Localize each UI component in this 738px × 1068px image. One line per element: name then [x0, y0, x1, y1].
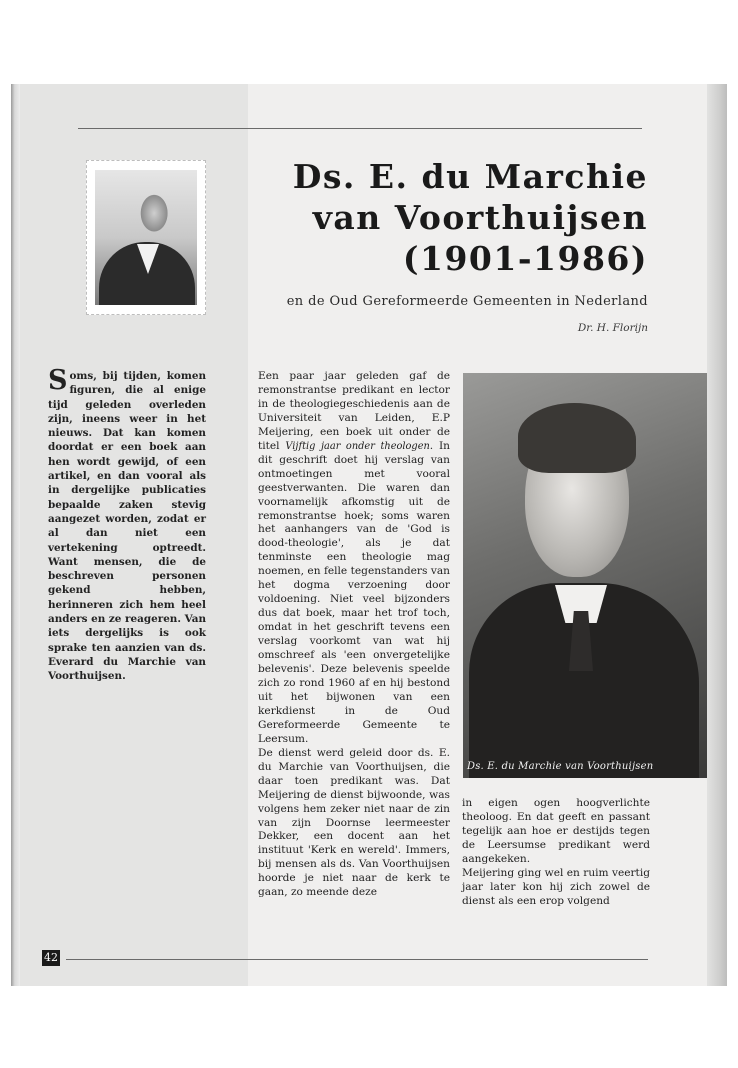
page-spine: [11, 84, 20, 986]
book-title: Vijftig jaar onder theologen: [285, 440, 430, 452]
body-column-1: [258, 370, 450, 900]
page-edge: [707, 84, 727, 986]
body-paragraph: De dienst werd geleid door ds. E. du Marchie van Voorthuijsen, die daar toen predikant was. Dat Meijering de dienst bijwoonde, was volgens hem zeker niet naar de zin van zijn Doornse leermeester Dekker, een docent aan het instituut 'Kerk en wereld'. Immers, bij mensen als ds. Van Voorthuijsen hoorde je niet naar de kerk te gaan, zo meende deze: [258, 746, 450, 899]
small-portrait-photo: [86, 160, 206, 315]
body-paragraph: Meijering ging wel en ruim veertig jaar later kon hij zich zowel de dienst als een erop volgend: [462, 866, 650, 907]
article-subtitle: en de Oud Gereformeerde Gemeenten in Nederland: [286, 294, 648, 309]
photo-caption: Ds. E. du Marchie van Voorthuijsen: [467, 761, 654, 772]
drop-cap: S: [48, 365, 68, 396]
top-rule: [78, 128, 642, 129]
intro-text: oms, bij tijden, komen figuren, die al enige tijd geleden overleden zijn, ineens weer in het nieuws. Dat kan komen doordat er een boek aan hen wordt gewijd, of een artikel, en dan vooral als in dergelijke publicaties bepaalde zaken stevig aangezet worden, zodat er al dan niet een vertekening optreedt. Want mensen, die de beschreven personen gekend hebben, herinneren zich hem heel anders en ze reageren. Van iets dergelijks is ook sprake ten aanzien van ds. Everard du Marchie van Voorthuijsen.: [48, 370, 206, 683]
bottom-rule: [66, 959, 648, 960]
title-line-2: van Voorthuijsen: [312, 198, 648, 237]
article-author: Dr. H. Florijn: [577, 322, 648, 334]
body-column-2: [462, 797, 650, 909]
body-paragraph: in eigen ogen hoogverlichte theoloog. En dat geeft en passant tegelijk aan hoe er destijds tegen de Leersumse predikant werd aangekeken.: [462, 797, 650, 865]
article-title: [228, 156, 648, 279]
body-paragraph: Een paar jaar geleden gaf de remonstrantse predikant en lector in de theologiegeschiedenis aan de Universiteit van Leiden, E.P Meijering, een boek uit onder de titel Vijftig jaar onder theologen. In dit geschrift doet hij verslag van ontmoetingen met vooral geestverwanten. Die waren dan voornamelijk afkomstig uit de remonstrantse hoek; soms waren het aanhangers van de 'God is dood-theologie', als je dat tenminste een theologie mag noemen, en felle tegenstanders van het dogma verzoening door voldoening. Niet veel bijzonders dus dat boek, maar het trof toch, omdat in het geschrift tevens een verslag voorkomt van wat hij omschreef als 'een onvergetelijke belevenis'. Deze belevenis speelde zich zo rond 1960 af en hij bestond uit het bijwonen van een kerkdienst in de Oud Gereformeerde Gemeente te Leersum.: [258, 370, 450, 745]
title-line-1: Ds. E. du Marchie: [292, 157, 648, 196]
main-portrait-photo: [463, 373, 707, 778]
portrait-image: [95, 170, 197, 305]
title-line-3: (1901-1986): [402, 239, 648, 278]
page-number: 42: [44, 951, 58, 964]
intro-paragraph: [48, 365, 206, 684]
